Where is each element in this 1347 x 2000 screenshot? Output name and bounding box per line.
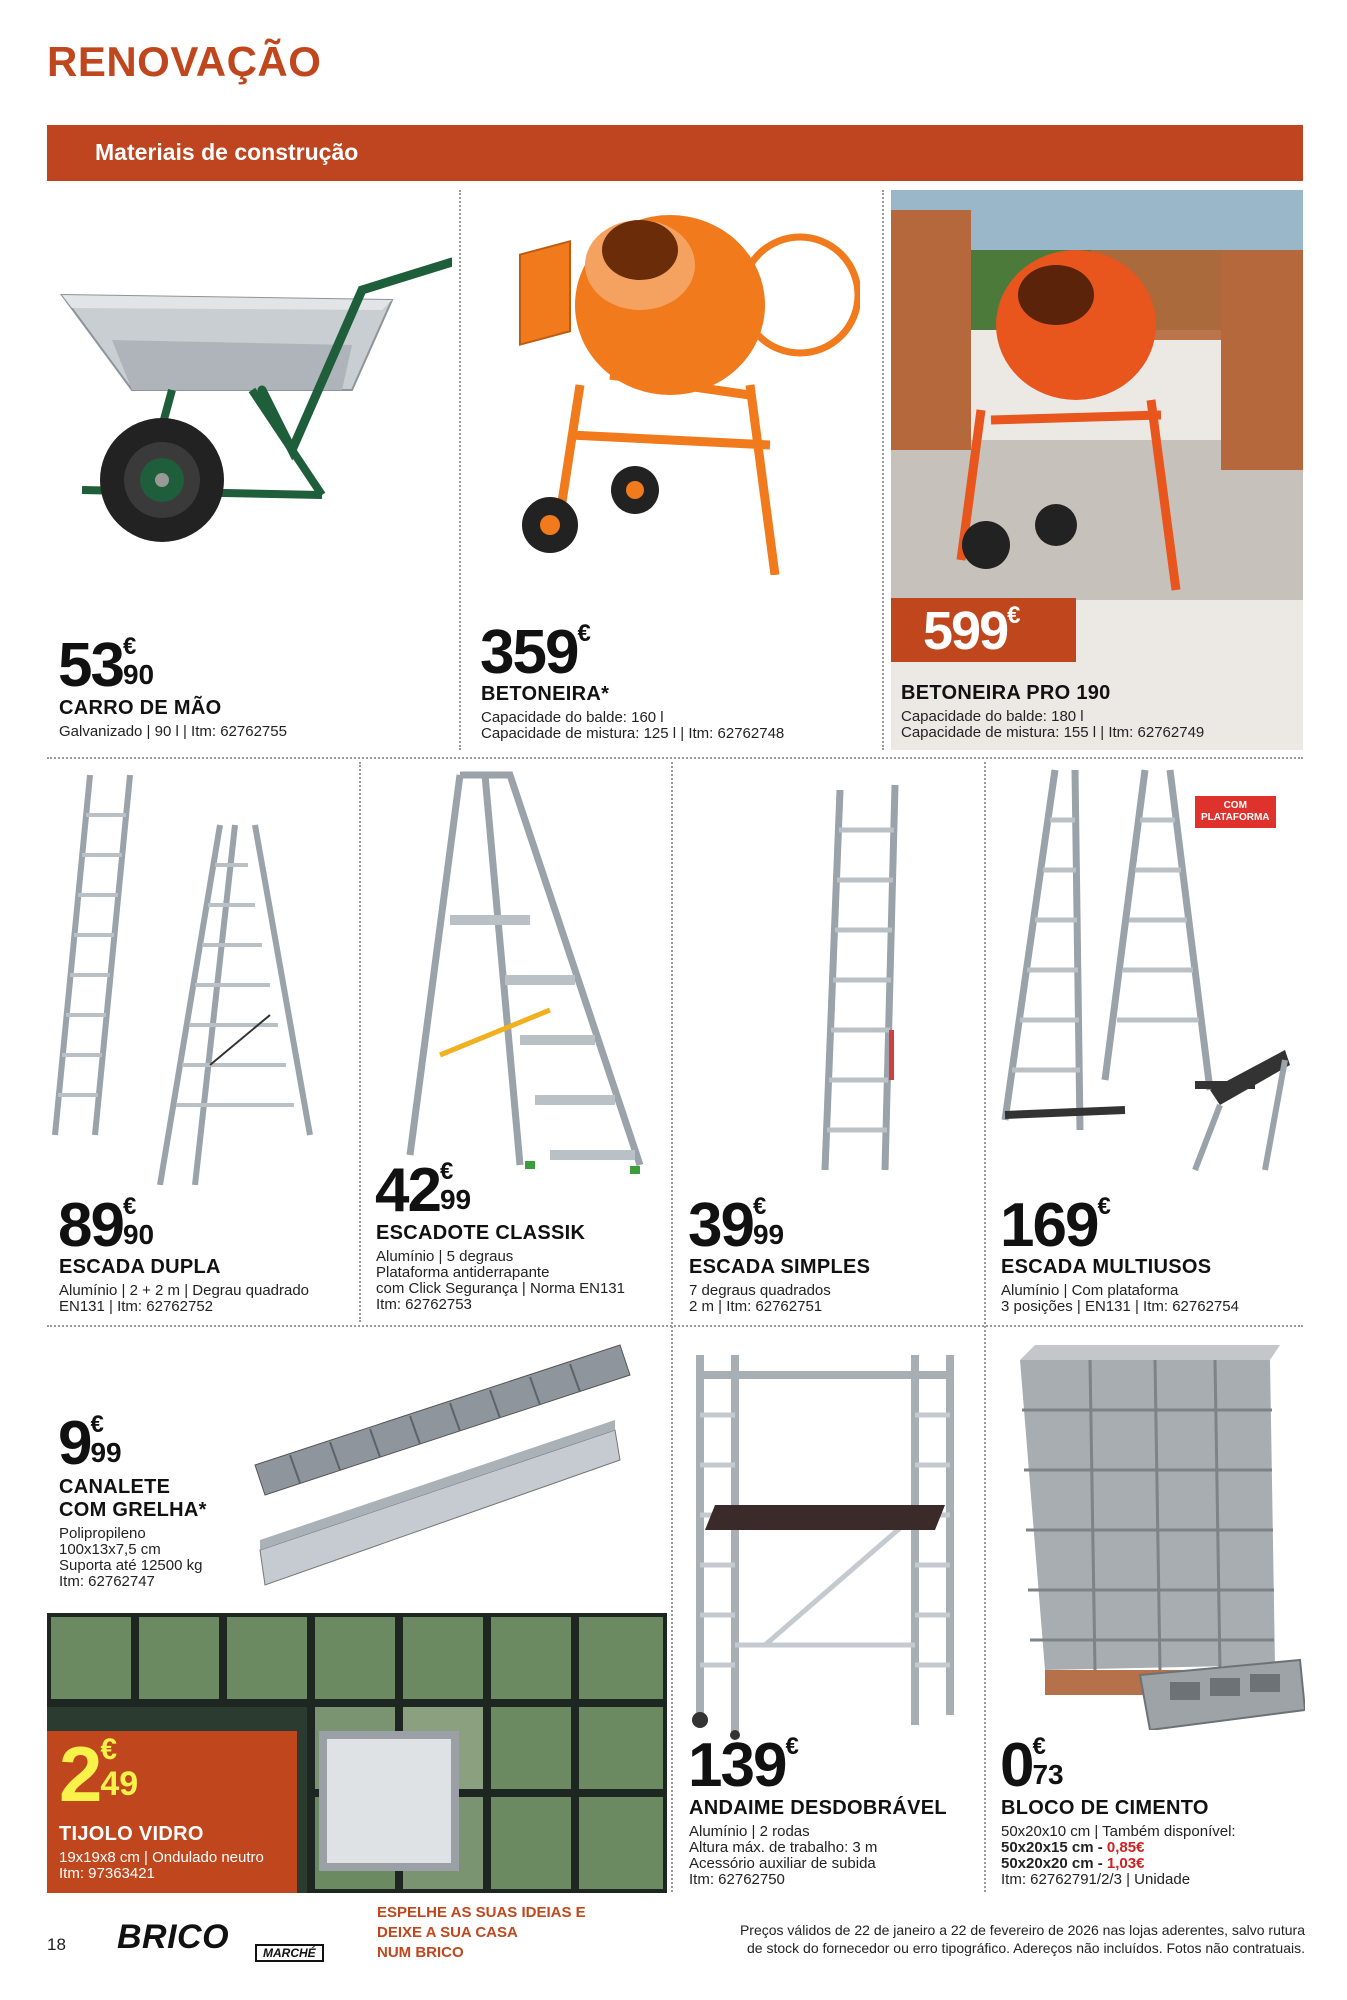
product-desc-carro: Galvanizado | 90 l | Itm: 62762755 [59,723,287,740]
product-desc-bloco-1: 50x20x10 cm | Também disponível: [1001,1823,1236,1840]
price-carro: 53 € 90 [58,631,155,700]
price-escada-multiusos: 169 € [1000,1191,1111,1260]
scaffold-image [685,1345,975,1740]
product-desc-andaime-4: Itm: 62762750 [689,1871,785,1888]
platform-badge: COM PLATAFORMA [1195,796,1276,828]
divider [882,190,884,750]
product-name-escadote: ESCADOTE CLASSIK [376,1222,586,1244]
product-desc-canalete-1: Polipropileno [59,1525,146,1542]
product-name-canalete-1: CANALETE [59,1476,171,1498]
glass-brick-panel [47,1613,667,1893]
page-title: RENOVAÇÃO [47,38,322,85]
wheelbarrow-image [52,240,452,570]
price-betoneira: 359 € [480,618,591,687]
page-number: 18 [47,1935,66,1954]
product-desc-andaime-3: Acessório auxiliar de subida [689,1855,876,1872]
product-desc-escada-simples-1: 7 degraus quadrados [689,1282,831,1299]
product-name-betoneira: BETONEIRA* [481,683,610,705]
price-badge-pro: 599 € [891,598,1076,662]
product-desc-bloco-2: 50x20x15 cm - 0,85€ [1001,1839,1145,1856]
product-name-escada-multiusos: ESCADA MULTIUSOS [1001,1256,1212,1278]
divider [671,762,673,1892]
product-desc-tijolo-1: 19x19x8 cm | Ondulado neutro [59,1849,264,1866]
concrete-mixer-image [500,195,860,575]
product-name-bloco: BLOCO DE CIMENTO [1001,1797,1209,1819]
price-escada-dupla: 89 € 90 [58,1191,155,1260]
glass-brick-image [319,1731,459,1871]
product-desc-escadote-4: Itm: 62762753 [376,1296,472,1313]
price-canalete: 9 € 99 [58,1409,122,1478]
product-desc-tijolo-2: Itm: 97363421 [59,1865,155,1882]
product-desc-betoneira-pro-1: Capacidade do balde: 180 l [901,708,1084,725]
product-name-escada-simples: ESCADA SIMPLES [689,1256,871,1278]
divider [47,1325,1303,1327]
product-desc-bloco-4: Itm: 62762791/2/3 | Unidade [1001,1871,1191,1888]
product-desc-andaime-1: Alumínio | 2 rodas [689,1823,810,1840]
product-name-tijolo: TIJOLO VIDRO [59,1823,204,1845]
product-name-escada-dupla: ESCADA DUPLA [59,1256,221,1278]
product-desc-escada-dupla-1: Alumínio | 2 + 2 m | Degrau quadrado [59,1282,310,1299]
product-name-betoneira-pro: BETONEIRA PRO 190 [901,682,1111,704]
product-desc-escadote-2: Plataforma antiderrapante [376,1264,550,1281]
drain-channel-image [250,1335,640,1595]
brico-marche-logo: BRICO MARCHÉ [117,1918,347,1968]
slogan: ESPELHE AS SUAS IDEIAS E DEIXE A SUA CASA NUM BRICO [377,1904,586,1961]
single-ladder-image [810,780,910,1180]
price-escadote: 42 € 99 [375,1156,472,1225]
product-desc-betoneira-1: Capacidade do balde: 160 l [481,709,664,726]
step-ladder-image [400,765,660,1185]
price-escada-simples: 39 € 99 [688,1191,785,1260]
double-ladder-image [50,765,350,1185]
price-tijolo: 2 € 49 [59,1730,139,1818]
betoneira-pro-panel [891,190,1303,750]
product-name-andaime: ANDAIME DESDOBRÁVEL [689,1797,947,1819]
divider [459,190,461,750]
product-desc-bloco-3: 50x20x20 cm - 1,03€ [1001,1855,1145,1872]
product-desc-betoneira-pro-2: Capacidade de mistura: 155 l | Itm: 62762749 [901,724,1205,741]
section-banner [47,125,1303,181]
product-desc-escadote-1: Alumínio | 5 degraus [376,1248,514,1265]
product-name-canalete-2: COM GRELHA* [59,1499,207,1521]
product-desc-canalete-3: Suporta até 12500 kg [59,1557,203,1574]
divider [47,757,1303,759]
product-desc-betoneira-2: Capacidade de mistura: 125 l | Itm: 62762748 [481,725,785,742]
product-desc-escadote-3: com Click Segurança | Norma EN131 [376,1280,625,1297]
product-desc-canalete-4: Itm: 62762747 [59,1573,155,1590]
divider [984,762,986,1892]
product-desc-escada-simples-2: 2 m | Itm: 62762751 [689,1298,823,1315]
product-desc-escada-multiusos-2: 3 posições | EN131 | Itm: 62762754 [1001,1298,1239,1315]
divider [359,762,361,1322]
product-desc-escada-multiusos-1: Alumínio | Com plataforma [1001,1282,1179,1299]
cement-block-image [1010,1340,1305,1730]
product-desc-escada-dupla-2: EN131 | Itm: 62762752 [59,1298,213,1315]
product-desc-canalete-2: 100x13x7,5 cm [59,1541,161,1558]
legal-notice: Preços válidos de 22 de janeiro a 22 de fevereiro de 2026 nas lojas aderentes, salvo rutura de stock do fornecedor ou erro tipográfico. Adereços não incluídos. Fotos não contratuais. [739,1922,1305,1956]
section-title: Materiais de construção [95,139,359,165]
price-bloco: 0 € 73 [1000,1731,1064,1800]
product-desc-andaime-2: Altura máx. de trabalho: 3 m [689,1839,878,1856]
product-name-carro: CARRO DE MÃO [59,697,222,719]
price-andaime: 139 € [688,1731,799,1800]
